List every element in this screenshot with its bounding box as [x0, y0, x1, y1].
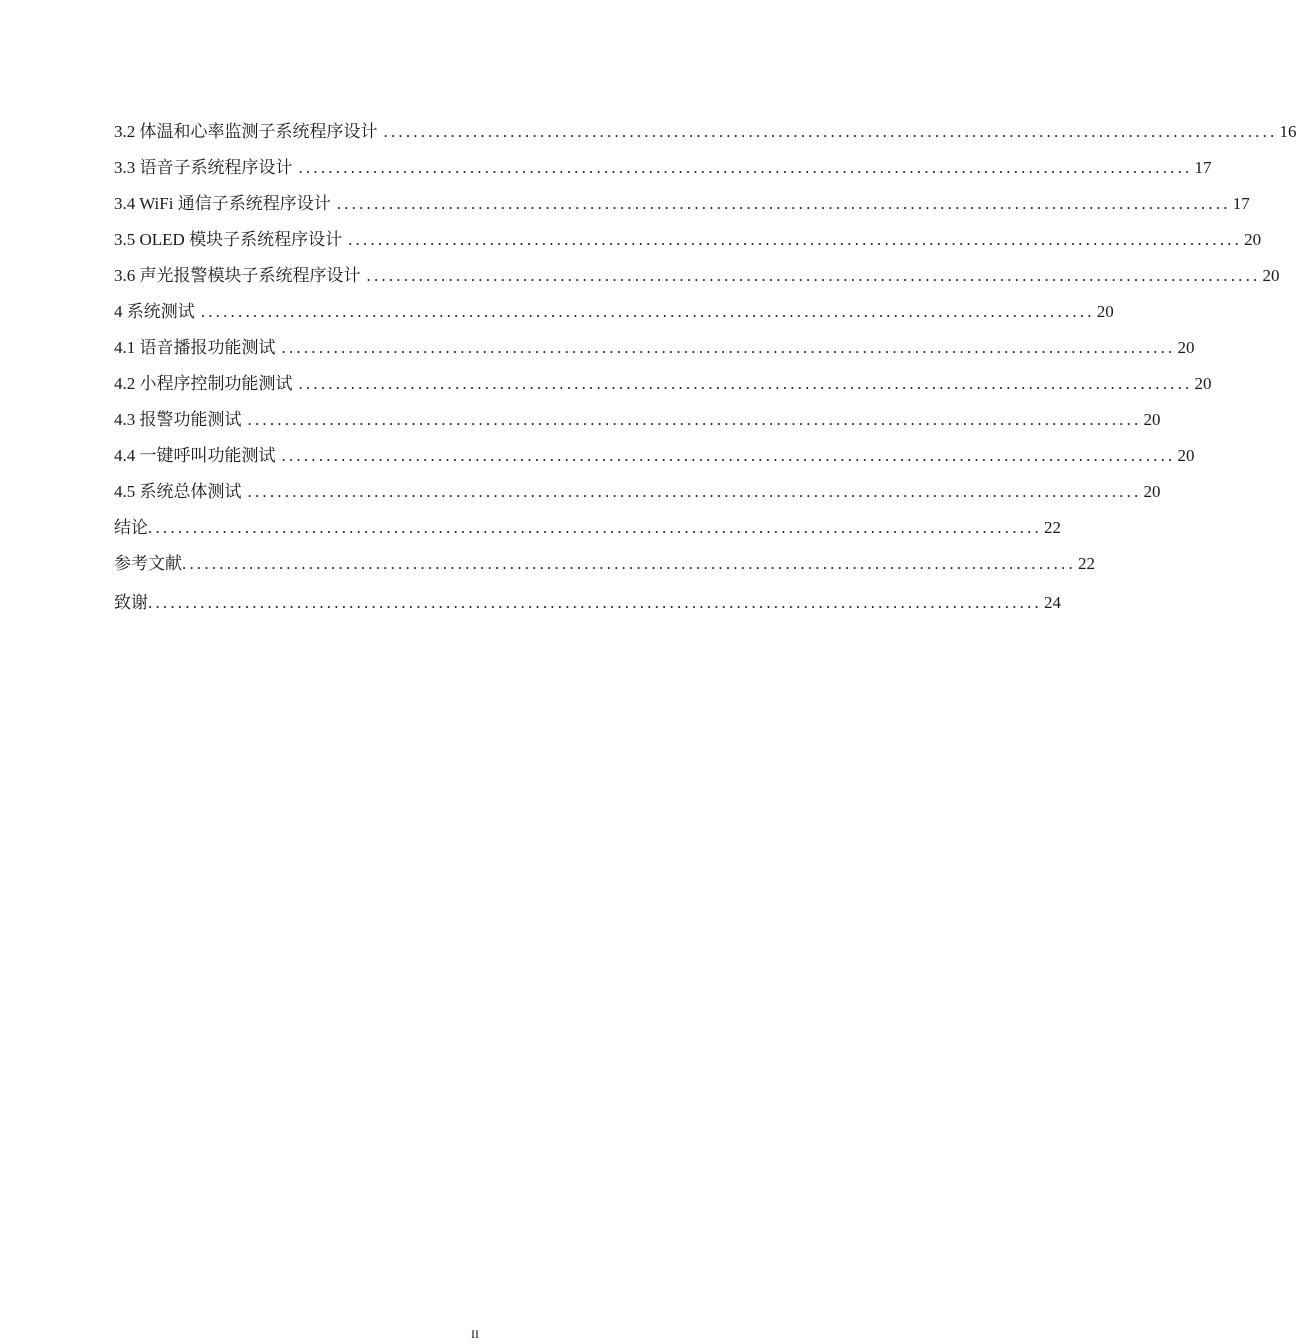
toc-entry-label: 3.6 声光报警模块子系统程序设计 — [114, 266, 361, 285]
toc-entry-label: 4 系统测试 — [114, 302, 195, 321]
toc-dot-leader: ........................................................................................................................ — [348, 230, 1243, 249]
toc-dot-leader: ........................................................................................................................ — [247, 482, 1142, 501]
toc-entry-page: 24 — [1044, 593, 1061, 612]
toc-entry-references[interactable] — [114, 552, 1095, 588]
toc-entry-label: 3.5 OLED 模块子系统程序设计 — [114, 230, 343, 249]
toc-entry-label: 4.3 报警功能测试 — [114, 410, 242, 429]
toc-entry-page: 17 — [1232, 194, 1250, 213]
toc-entry-label: 3.4 WiFi 通信子系统程序设计 — [114, 194, 331, 213]
toc-entry-3-5[interactable] — [114, 228, 1262, 264]
toc-entry-page: 20 — [1096, 302, 1114, 321]
toc-entry-page: 20 — [1177, 446, 1195, 465]
toc-dot-leader: ........................................................................................................................ — [298, 374, 1193, 393]
toc-entry-label: 4.2 小程序控制功能测试 — [114, 374, 293, 393]
toc-dot-leader: ........................................................................................................................ — [148, 518, 1042, 537]
toc-entry-4-3[interactable] — [114, 408, 1161, 444]
table-of-contents — [114, 120, 1297, 627]
toc-entry-4-1[interactable] — [114, 336, 1195, 372]
toc-entry-3-6[interactable] — [114, 264, 1280, 300]
toc-entry-label: 3.3 语音子系统程序设计 — [114, 158, 293, 177]
toc-dot-leader: ........................................................................................................................ — [182, 554, 1076, 573]
toc-entry-page: 17 — [1194, 158, 1212, 177]
toc-entry-label: 参考文献 — [114, 554, 182, 573]
toc-entry-4[interactable] — [114, 300, 1114, 336]
page-number: II — [471, 1327, 479, 1341]
toc-dot-leader: ........................................................................................................................ — [281, 446, 1176, 465]
toc-dot-leader: ........................................................................................................................ — [200, 302, 1095, 321]
toc-entry-3-2[interactable] — [114, 120, 1297, 156]
toc-entry-page: 20 — [1143, 410, 1161, 429]
toc-entry-label: 4.5 系统总体测试 — [114, 482, 242, 501]
toc-dot-leader: ........................................................................................................................ — [247, 410, 1142, 429]
toc-entry-page: 22 — [1044, 518, 1061, 537]
toc-entry-acknowledgements[interactable] — [114, 591, 1061, 627]
toc-entry-4-5[interactable] — [114, 480, 1161, 516]
toc-entry-page: 20 — [1244, 230, 1262, 249]
toc-entry-label: 4.1 语音播报功能测试 — [114, 338, 276, 357]
toc-entry-page: 20 — [1143, 482, 1161, 501]
toc-entry-4-2[interactable] — [114, 372, 1212, 408]
toc-entry-page: 20 — [1194, 374, 1212, 393]
toc-entry-label: 3.2 体温和心率监测子系统程序设计 — [114, 122, 378, 141]
toc-dot-leader: ........................................................................................................................ — [148, 593, 1042, 612]
toc-entry-label: 致谢 — [114, 593, 148, 612]
toc-dot-leader: ........................................................................................................................ — [298, 158, 1193, 177]
toc-entry-3-4[interactable] — [114, 192, 1250, 228]
toc-entry-page: 20 — [1177, 338, 1195, 357]
toc-entry-3-3[interactable] — [114, 156, 1212, 192]
toc-entry-page: 22 — [1078, 554, 1095, 573]
toc-dot-leader: ........................................................................................................................ — [383, 122, 1278, 141]
toc-entry-4-4[interactable] — [114, 444, 1195, 480]
toc-entry-page: 16 — [1279, 122, 1297, 141]
toc-dot-leader: ........................................................................................................................ — [281, 338, 1176, 357]
toc-dot-leader: ........................................................................................................................ — [336, 194, 1231, 213]
toc-entry-page: 20 — [1262, 266, 1280, 285]
toc-dot-leader: ........................................................................................................................ — [366, 266, 1261, 285]
toc-entry-label: 4.4 一键呼叫功能测试 — [114, 446, 276, 465]
toc-entry-conclusion[interactable] — [114, 516, 1061, 552]
toc-entry-label: 结论 — [114, 518, 148, 537]
